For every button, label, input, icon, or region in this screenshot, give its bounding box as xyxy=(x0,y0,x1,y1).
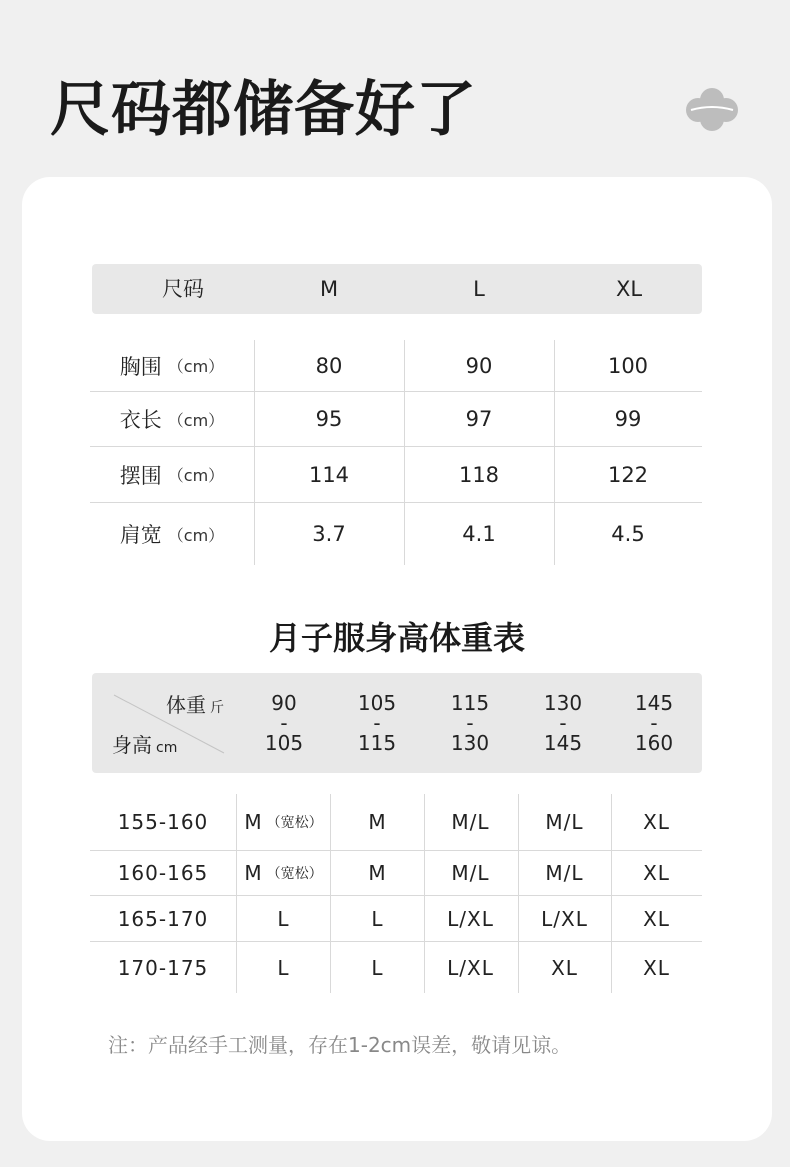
cell-value: 100 xyxy=(607,353,649,378)
weight-range: 90 - 105 xyxy=(264,691,304,755)
height-unit: cm xyxy=(156,740,178,756)
size-value: M/L xyxy=(545,810,584,834)
row-label: 肩宽 xyxy=(119,523,162,547)
unit-label: （cm） xyxy=(167,410,225,430)
cell-value: 99 xyxy=(614,407,642,431)
weight-range: 105 - 115 xyxy=(357,691,397,755)
loose-note: （宽松） xyxy=(266,815,323,831)
size-value: M xyxy=(244,861,263,885)
size-value: XL xyxy=(643,810,670,834)
weight-range: 130 - 145 xyxy=(543,691,583,755)
size-value: L/XL xyxy=(541,906,588,931)
unit-label: （cm） xyxy=(167,466,225,485)
cell-value: 3.7 xyxy=(312,522,346,546)
size-value: L xyxy=(371,906,384,931)
column-divider xyxy=(424,794,425,993)
page-title: 尺码都储备好了 xyxy=(50,75,477,145)
height-weight-header xyxy=(92,673,702,773)
cell-value: 122 xyxy=(607,462,649,487)
cloud-icon xyxy=(685,86,739,134)
height-axis-label: 身高 xyxy=(112,733,152,757)
column-divider xyxy=(404,340,405,565)
weight-range: 115 - 130 xyxy=(450,691,490,755)
size-value: XL xyxy=(643,906,670,931)
row-label: 摆围 xyxy=(119,463,162,488)
size-value: M/L xyxy=(451,810,490,834)
size-value: M xyxy=(368,861,387,885)
size-header-l: L xyxy=(473,277,485,301)
unit-label: （cm） xyxy=(167,357,225,376)
table-row xyxy=(90,447,702,503)
cell-value: 118 xyxy=(458,462,500,487)
size-header-xl: XL xyxy=(615,277,643,301)
loose-note: （宽松） xyxy=(266,866,323,882)
column-divider xyxy=(236,794,237,993)
table-row xyxy=(90,392,702,447)
weight-unit: 斤 xyxy=(210,700,224,716)
height-range: 160-165 xyxy=(117,861,209,885)
height-range: 155-160 xyxy=(117,810,209,834)
column-divider xyxy=(330,794,331,993)
weight-axis-label: 体重 xyxy=(166,693,206,717)
size-value: L/XL xyxy=(447,955,494,980)
size-value: M xyxy=(244,810,263,834)
measurement-note: 注：产品经手工测量，存在1-2cm误差，敬请见谅。 xyxy=(108,1033,572,1057)
cell-value: 4.1 xyxy=(462,522,496,546)
cell-value: 95 xyxy=(315,407,343,431)
column-divider xyxy=(518,794,519,993)
size-table-header xyxy=(92,264,702,314)
unit-label: （cm） xyxy=(167,525,225,545)
cell-value: 80 xyxy=(315,353,343,378)
size-value: XL xyxy=(551,955,578,980)
row-label: 胸围 xyxy=(119,354,162,379)
weight-range: 145 - 160 xyxy=(634,691,674,755)
size-value: M/L xyxy=(451,861,490,885)
size-value: M/L xyxy=(545,861,584,885)
column-divider xyxy=(554,340,555,565)
cell-value: 90 xyxy=(465,353,493,378)
size-value: L xyxy=(277,906,290,931)
size-card xyxy=(22,177,772,1141)
cell-value: 4.5 xyxy=(611,522,645,546)
column-divider xyxy=(611,794,612,993)
size-value: L xyxy=(277,955,290,980)
cell-value: 114 xyxy=(308,462,350,487)
height-range: 170-175 xyxy=(117,955,209,980)
size-value: L xyxy=(371,955,384,980)
size-value: L/XL xyxy=(447,906,494,931)
size-value: M xyxy=(368,810,387,834)
column-divider xyxy=(254,340,255,565)
size-value: XL xyxy=(643,955,670,980)
size-header-m: M xyxy=(319,277,339,301)
height-range: 165-170 xyxy=(117,906,209,931)
row-label: 衣长 xyxy=(119,408,162,432)
table-row xyxy=(90,340,702,392)
section-title: 月子服身高体重表 xyxy=(268,619,525,657)
table-row xyxy=(90,503,702,565)
size-header-label: 尺码 xyxy=(162,277,204,301)
size-value: XL xyxy=(643,861,670,885)
cell-value: 97 xyxy=(465,407,493,431)
